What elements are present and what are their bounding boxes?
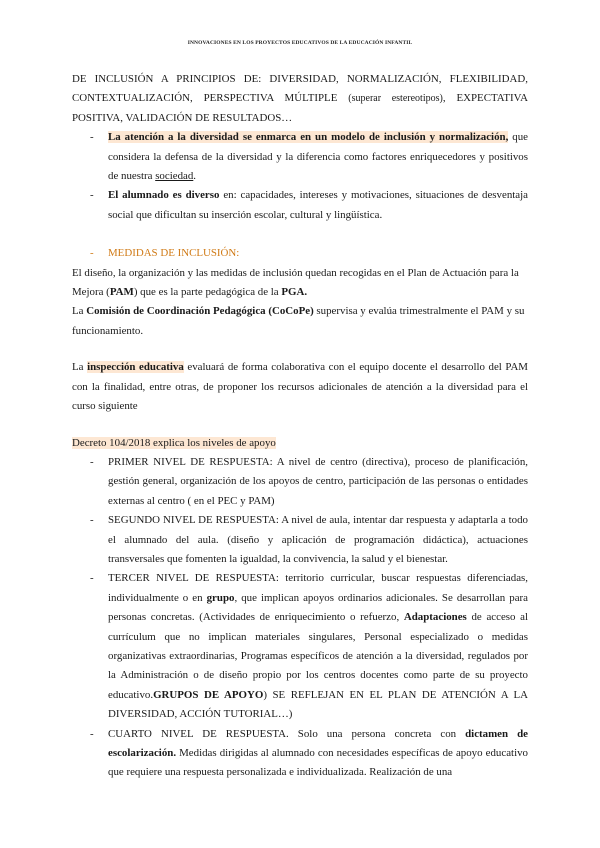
bullet-1-text: que considera la defensa de la diversidad y la diferencia como factores enriquecedores y positivos de nuestra <box>108 131 528 183</box>
nivel-3-text-c: de acceso al currículum que no implican materiales singulares, Personal especializado o medidas organizativas extraordinarias, Programas específicos de atención a la diversidad, regulados por la Administración o de diseño propio por los centros docentes como parte de su proyecto educativo. <box>108 611 529 701</box>
medidas-paragraph-1 <box>72 264 528 303</box>
bullet-1-bold: La atención a la diversidad se enmarca en un modelo de inclusión y normalización, <box>108 131 509 144</box>
intro-paren: (superar estereotipos) <box>348 93 443 105</box>
bullet-2-bold: El alumnado es diverso <box>108 189 220 202</box>
nivel-3-grupos-apoyo: GRUPOS DE APOYO <box>153 688 264 701</box>
bullet-alumnado-diverso <box>72 186 528 225</box>
medidas-heading: - MEDIDAS DE INCLUSIÓN: <box>72 244 528 263</box>
inspeccion-text-2: evaluará de forma colaborativa con el equipo docente el desarrollo del PAM con la finalidad, entre otras, de proponer los recursos adicionales de atención a la diversidad para el curso siguiente <box>72 361 528 413</box>
medidas-p2-text-2: supervisa y evalúa trimestralmente el PAM y su funcionamiento. <box>72 305 525 337</box>
intro-text: DE INCLUSIÓN A PRINCIPIOS DE: DIVERSIDAD, NORMALIZACIÓN, FLEXIBILIDAD, CONTEXTUALIZACIÓN, PERSPECTIVA MÚLTIPLE <box>72 73 528 105</box>
medidas-p1-text: El diseño, la organización y las medidas de inclusión quedan recogidas en el Plan de Actuación para la Mejora ( <box>72 266 519 299</box>
nivel-3-text-d: ) SE REFLEJAN EN EL PLAN DE ATENCIÓN A LA DIVERSIDAD, ACCIÓN TUTORIAL…) <box>108 688 528 721</box>
inspeccion-text: La <box>72 361 88 374</box>
bullet-diversidad-modelo <box>72 128 528 186</box>
nivel-1: - PRIMER NIVEL DE RESPUESTA: A nivel de centro (directiva), proceso de planificación, gestión general, organización de los apoyos de centro, participación de las personas o entidades externas al centro ( en el PEC y PAM) <box>72 453 528 511</box>
medidas-p1-text-2: ) que es la parte pedagógica de la <box>133 286 282 299</box>
bullet-2-text: en: capacidades, intereses y motivaciones, situaciones de desventaja social que dificultan su inserción escolar, cultural y lingüística. <box>108 189 528 221</box>
medidas-p2-text: La <box>72 305 87 318</box>
medidas-p2-cocope: Comisión de Coordinación Pedagógica (CoCoPe) <box>86 305 314 318</box>
nivel-4-text-a: CUARTO NIVEL DE RESPUESTA. Solo una persona concreta con <box>108 727 466 740</box>
inclusion-bullets <box>72 128 528 225</box>
nivel-2: - SEGUNDO NIVEL DE RESPUESTA: A nivel de aula, intentar dar respuesta y adaptarla a todo el alumnado del aula. (diseño y aplicación de programación didáctica), actuaciones transversales que fomenten la igualdad, la convivencia, la salud y el bienestar. <box>72 511 528 569</box>
document-body <box>72 70 528 783</box>
nivel-3-text-b: , que implican apoyos ordinarios adicionales. Se desarrollan para personas concretas. (Actividades de enriquecimiento o refuerzo, <box>108 591 528 624</box>
nivel-4-text-b: Medidas dirigidas al alumnado con necesidades específicas de apoyo educativo que requiere una respuesta personalizada e individualizada. Realización de una <box>108 747 528 779</box>
intro-paragraph <box>72 70 528 128</box>
bullet-1-end: . <box>193 170 197 183</box>
nivel-3 <box>72 569 528 724</box>
nivel-3-text-a: TERCER NIVEL DE RESPUESTA: territorio curricular, buscar respuestas diferenciadas, individualmente o en <box>108 572 528 604</box>
nivel-4 <box>72 725 528 783</box>
medidas-heading-list <box>72 244 528 263</box>
inspeccion-paragraph <box>72 358 528 416</box>
medidas-p1-pga: PGA. <box>281 286 308 299</box>
bullet-1-underlined: sociedad <box>155 170 194 183</box>
inspeccion-bold: inspección educativa <box>87 361 184 374</box>
medidas-p1-pam: PAM <box>109 286 134 299</box>
page-header: INNOVACIONES EN LOS PROYECTOS EDUCATIVOS DE LA EDUCACIÓN INFANTIL <box>187 40 413 46</box>
decreto-title: Decreto 104/2018 explica los niveles de apoyo <box>72 436 276 449</box>
nivel-3-adaptaciones: Adaptaciones <box>403 611 467 624</box>
medidas-paragraph-2 <box>72 302 528 341</box>
niveles-list <box>72 453 528 783</box>
decreto-title-paragraph <box>72 434 528 453</box>
intro-text-end: , EXPECTATIVA POSITIVA, VALIDACIÓN DE RESULTADOS… <box>72 92 528 124</box>
nivel-4-dictamen: dictamen de escolarización. <box>108 727 528 759</box>
nivel-3-grupo: grupo <box>206 591 235 604</box>
